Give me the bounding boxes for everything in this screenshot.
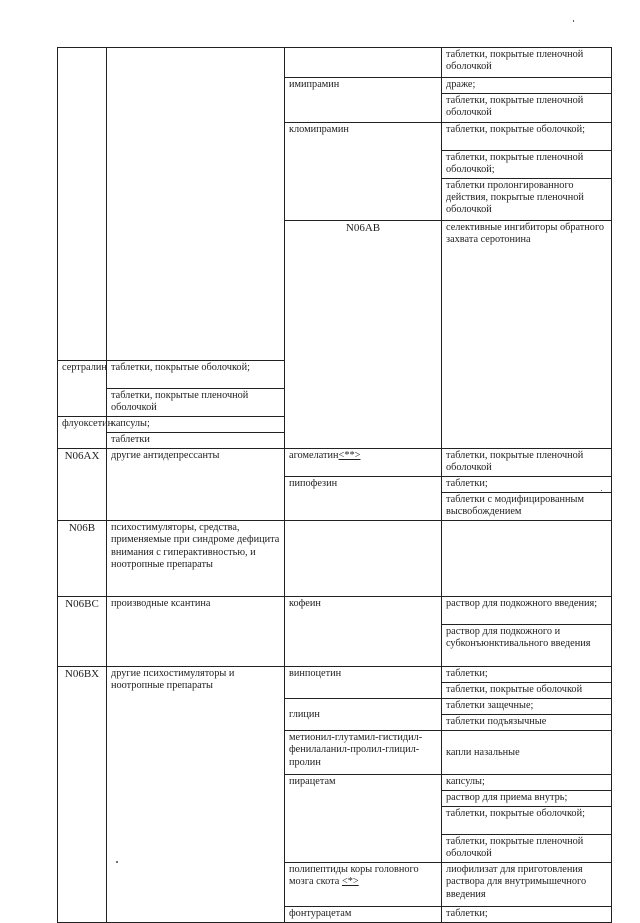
- group-cell: селективные ингибиторы обратного захвата серотонина: [442, 221, 612, 449]
- drug-cell: сертралин: [58, 361, 107, 417]
- code-cell: N06BC: [58, 597, 107, 667]
- dosage-form: таблетки, покрытые пленочной оболочкой: [442, 94, 612, 123]
- drug-cell: фонтурацетам: [285, 907, 442, 923]
- table-row: [58, 597, 612, 625]
- group-cell: психостимуляторы, средства, применяемые при синдроме дефицита внимания с гиперактивностью, и ноотропные препараты: [107, 521, 285, 597]
- code-cell: N06BX: [58, 667, 107, 923]
- code-cell: N06AB: [285, 221, 442, 449]
- drug-cell: [285, 48, 442, 78]
- dosage-form: таблетки с модифицированным высвобождением: [442, 493, 612, 521]
- group-cell: [107, 48, 285, 361]
- dosage-form: таблетки, покрытые пленочной оболочкой: [442, 48, 612, 78]
- dosage-form: таблетки, покрытые оболочкой: [442, 683, 612, 699]
- drug-cell: пирацетам: [285, 775, 442, 863]
- table-row: [58, 667, 612, 683]
- code-cell: N06B: [58, 521, 107, 597]
- dosage-form: [442, 521, 612, 597]
- drug-cell: [285, 521, 442, 597]
- drug-cell: [285, 449, 442, 477]
- table-row: [58, 449, 612, 477]
- dosage-form: таблетки;: [442, 907, 612, 923]
- scan-speck: [116, 861, 118, 863]
- drug-cell: пипофезин: [285, 477, 442, 521]
- code-cell: [58, 48, 107, 361]
- drug-cell: метионил-глутамил-гистидил-фенилаланил-пролил-глицил-пролин: [285, 731, 442, 775]
- drug-cell: глицин: [285, 699, 442, 731]
- scan-speck: [601, 490, 602, 491]
- footnote-link[interactable]: <**>: [338, 450, 361, 462]
- footnote-link[interactable]: <*>: [341, 876, 359, 888]
- dosage-form: таблетки подъязычные: [442, 715, 612, 731]
- dosage-form: таблетки, покрытые оболочкой;: [442, 123, 612, 151]
- dosage-form: таблетки;: [442, 667, 612, 683]
- dosage-form: капсулы;: [442, 775, 612, 791]
- dosage-form: таблетки: [107, 433, 285, 449]
- drug-cell: флуоксетин: [58, 417, 107, 449]
- code-cell: N06AX: [58, 449, 107, 521]
- dosage-form: таблетки, покрытые пленочной оболочкой;: [442, 151, 612, 179]
- dosage-form: таблетки пролонгированного действия, покрытые пленочной оболочкой: [442, 179, 612, 221]
- dosage-form: раствор для приема внутрь;: [442, 791, 612, 807]
- dosage-form: таблетки, покрытые пленочной оболочкой: [442, 449, 612, 477]
- dosage-form: лиофилизат для приготовления раствора для внутримышечного введения: [442, 863, 612, 907]
- drug-cell: имипрамин: [285, 78, 442, 123]
- drug-table: [57, 47, 612, 923]
- drug-cell: [285, 863, 442, 907]
- table-row: [58, 48, 612, 78]
- scan-speck: [573, 20, 574, 22]
- dosage-form: капсулы;: [107, 417, 285, 433]
- dosage-form: раствор для подкожного введения;: [442, 597, 612, 625]
- dosage-form: таблетки, покрытые оболочкой;: [107, 361, 285, 389]
- group-cell: другие психостимуляторы и ноотропные препараты: [107, 667, 285, 923]
- dosage-form: раствор для подкожного и субконъюнктивального введения: [442, 625, 612, 667]
- drug-cell: кломипрамин: [285, 123, 442, 221]
- drug-cell: кофеин: [285, 597, 442, 667]
- dosage-form: таблетки защечные;: [442, 699, 612, 715]
- drug-name: полипептиды коры головного мозга скота: [289, 864, 419, 888]
- dosage-form: драже;: [442, 78, 612, 94]
- dosage-form: таблетки, покрытые пленочной оболочкой: [107, 389, 285, 417]
- dosage-form: таблетки;: [442, 477, 612, 493]
- dosage-form: капли назальные: [442, 731, 612, 775]
- dosage-form: таблетки, покрытые оболочкой;: [442, 807, 612, 835]
- group-cell: производные ксантина: [107, 597, 285, 667]
- group-cell: другие антидепрессанты: [107, 449, 285, 521]
- drug-name: агомелатин: [289, 450, 339, 462]
- drug-cell: винпоцетин: [285, 667, 442, 699]
- table-row: [58, 521, 612, 597]
- dosage-form: таблетки, покрытые пленочной оболочкой: [442, 835, 612, 863]
